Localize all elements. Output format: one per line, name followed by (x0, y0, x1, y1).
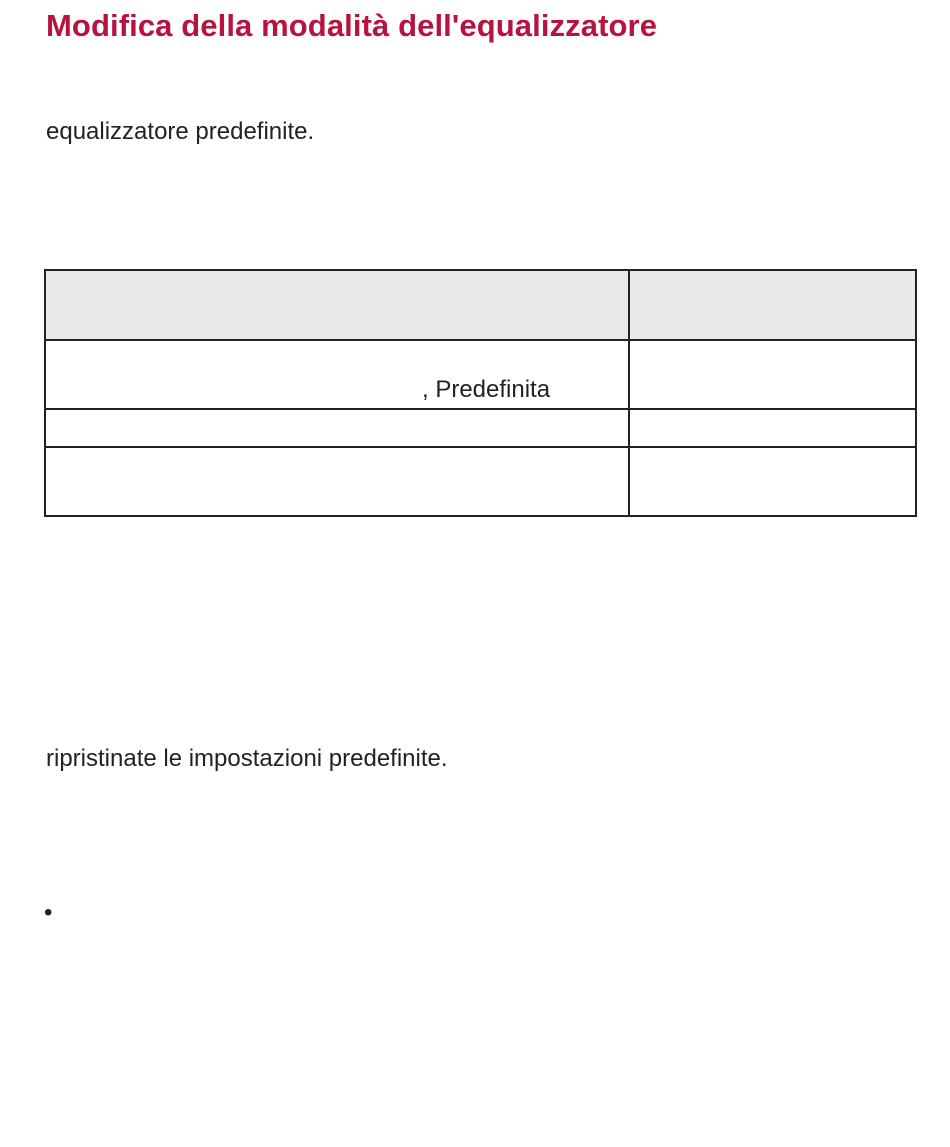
table-cell (629, 340, 916, 409)
table-cell (45, 340, 629, 409)
table-cell-text: , Predefinita (422, 376, 551, 403)
table-row (45, 340, 916, 409)
bullet-point: • (44, 899, 53, 926)
equalizer-table (44, 269, 917, 517)
reset-paragraph: ripristinate le impostazioni predefinite. (46, 745, 448, 772)
table-header-cell (45, 270, 629, 340)
table-row (45, 447, 916, 516)
table-cell (45, 409, 629, 447)
page-title: Modifica della modalità dell'equalizzatore (46, 8, 658, 43)
intro-paragraph: equalizzatore predefinite. (46, 118, 315, 145)
table-cell (629, 409, 916, 447)
table-cell (45, 447, 629, 516)
table-row (45, 409, 916, 447)
table-header-cell (629, 270, 916, 340)
table-header-row (45, 270, 916, 340)
table-cell (629, 447, 916, 516)
